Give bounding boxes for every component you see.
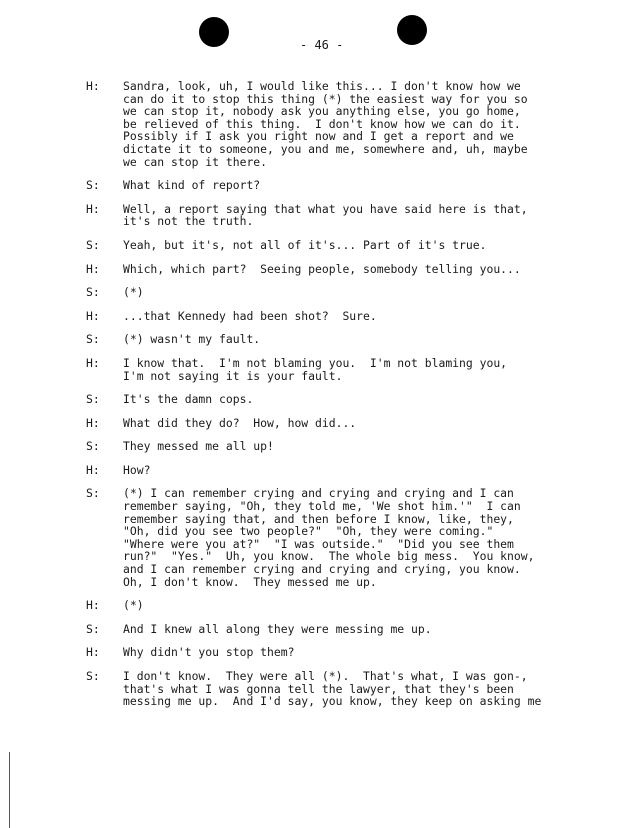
utterance-text: What did they do? How, how did... — [123, 415, 357, 430]
transcript-turn — [86, 623, 586, 636]
margin-line — [9, 752, 10, 828]
speaker-label: S: — [86, 392, 100, 407]
speaker-label: H: — [86, 79, 100, 93]
speaker-label: H: — [86, 308, 100, 323]
utterance-text: (*) wasn't my fault. — [123, 332, 261, 347]
punch-hole-left — [199, 17, 229, 47]
utterance-text: ...that Kennedy had been shot? Sure. — [123, 308, 377, 323]
speaker-label: H: — [86, 415, 100, 430]
utterance-text: It's the damn cops. — [123, 392, 254, 407]
speaker-label: H: — [86, 645, 100, 660]
utterance-text: I know that. I'm not blaming you. I'm not blaming you, I'm not saying it is your fault. — [123, 355, 508, 383]
utterance-text: Why didn't you stop them? — [123, 645, 295, 660]
utterance-text: They messed me all up! — [123, 439, 274, 454]
utterance-text: Well, a report saying that what you have said here is that, it's not the truth. — [123, 201, 528, 229]
utterance-text: Which, which part? Seeing people, somebody telling you... — [123, 261, 521, 276]
transcript-turn — [86, 179, 586, 192]
speaker-label: H: — [86, 201, 100, 216]
speaker-label: S: — [86, 439, 100, 454]
speaker-label: S: — [86, 486, 100, 501]
utterance-text: How? — [123, 462, 151, 477]
speaker-label: S: — [86, 621, 100, 636]
transcript-turn — [86, 487, 586, 588]
transcript-turn — [86, 464, 586, 477]
transcript-turn — [86, 310, 586, 323]
speaker-label: S: — [86, 669, 100, 683]
transcript-turn — [86, 239, 586, 252]
transcript-turn — [86, 333, 586, 346]
speaker-label: S: — [86, 237, 100, 252]
transcript-turn — [86, 670, 586, 708]
transcript-turn — [86, 286, 586, 299]
transcript-turn — [86, 646, 586, 659]
punch-hole-right — [397, 15, 427, 45]
utterance-text: Yeah, but it's, not all of it's... Part of it's true. — [123, 237, 487, 252]
speaker-label: H: — [86, 355, 100, 370]
speaker-label: H: — [86, 462, 100, 477]
speaker-label: S: — [86, 285, 100, 300]
utterance-text: What kind of report? — [123, 178, 261, 193]
transcript-turn — [86, 599, 586, 612]
page-number: - 46 - — [300, 38, 344, 52]
utterance-text: (*) — [123, 285, 144, 300]
utterance-text: I don't know. They were all (*). That's what, I was gon-, that's what I was gonna tell the lawyer, that they's been messing me up. And I'd say, you know, they keep on asking me — [123, 669, 542, 709]
speaker-label: H: — [86, 261, 100, 276]
transcript-turn — [86, 393, 586, 406]
transcript-turn — [86, 203, 586, 228]
utterance-text: Sandra, look, uh, I would like this... I don't know how we can do it to stop this thing (*) the easiest way for you so we can stop it, nobody ask you anything else, you go home, be relieved of this thing. I don't know how we can do it. Possibly if I ask you right now and I get a report and we dictate it to someone, you and me, somewhere and, uh, maybe we can stop it there. — [123, 79, 528, 169]
utterance-text: And I knew all along they were messing me up. — [123, 621, 432, 636]
speaker-label: S: — [86, 332, 100, 347]
transcript-turn — [86, 357, 586, 382]
transcript — [86, 80, 586, 719]
transcript-turn — [86, 440, 586, 453]
utterance-text: (*) I can remember crying and crying and crying and I can remember saying, "Oh, they told me, 'We shot him.'" I can remember saying that, and then before I know, like, they, "Oh, did you see two people?" "Oh, they were coming." "Where were you at?" "I was outside." "Did you see them run?" "Yes." Uh, you know. The whole big mess. You know, and I can remember crying and crying and crying, you know. Oh, I don't know. They messed me up. — [123, 486, 535, 589]
speaker-label: S: — [86, 178, 100, 193]
utterance-text: (*) — [123, 598, 144, 613]
transcript-turn — [86, 263, 586, 276]
transcript-turn — [86, 80, 586, 168]
transcript-turn — [86, 417, 586, 430]
speaker-label: H: — [86, 598, 100, 613]
